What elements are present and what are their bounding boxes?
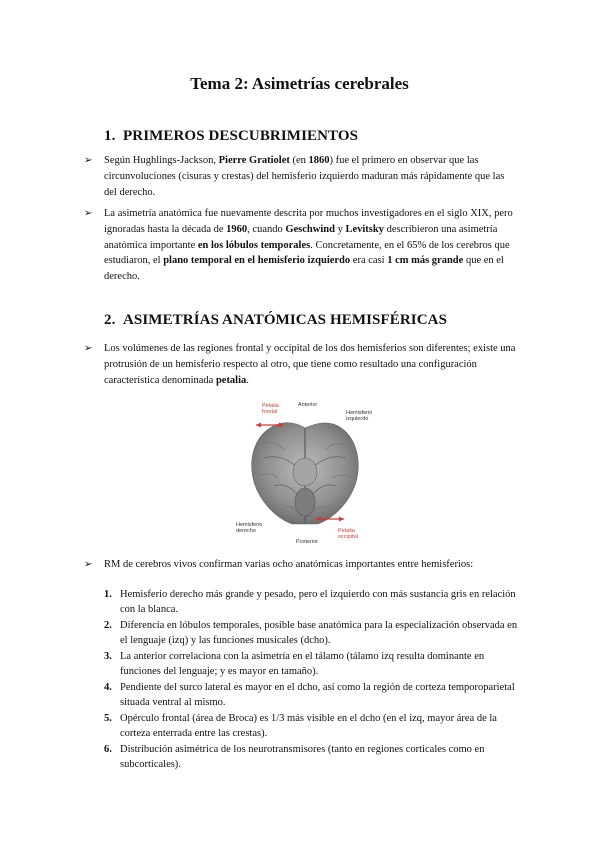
list-item-number: 3. — [104, 650, 112, 662]
list-item-text: Diferencia en lóbulos temporales, posible base anatómica para la especialización observada en el lenguaje (izq) y las funciones musicales (dcho). — [120, 619, 518, 647]
section-2-title: ASIMETRÍAS ANATÓMICAS HEMISFÉRICAS — [123, 312, 448, 328]
text-run: Según Hughlings-Jackson, — [104, 155, 219, 166]
list-item — [104, 587, 518, 617]
bullet-arrow-icon: ➢ — [84, 343, 93, 354]
bold-run: Geschwind — [285, 223, 335, 235]
text-run: . — [246, 374, 249, 386]
text-run: , cuando — [247, 223, 286, 235]
bold-run: 1860 — [308, 155, 330, 166]
brain-petalia-figure — [234, 398, 376, 546]
bullet-text — [104, 341, 516, 388]
text-run: Los volúmenes de las regiones frontal y occipital de los dos hemisferios son diferentes; existe una protrusión de un hemisferio respecto al otro, que tiene como resultado una configuración característica denominada — [104, 343, 516, 386]
section-2-number: 2. — [104, 312, 116, 328]
list-item-number: 2. — [104, 619, 112, 631]
list-item-text: Distribución asimétrica de los neurotransmisores (tanto en regiones corticales como en subcorticales). — [120, 743, 485, 770]
bold-run: en los lóbulos temporales — [197, 239, 311, 251]
label-anterior: Anterior — [298, 402, 318, 408]
bullet-paragraph — [84, 153, 516, 200]
list-item-number: 1. — [104, 589, 112, 600]
bullet-paragraph — [84, 557, 516, 573]
list-item-text: Hemisferio derecho más grande y pesado, pero el izquierdo con más sustancia gris en relación con la blanca. — [120, 589, 516, 616]
bullet-text — [104, 153, 516, 200]
text-run: y — [334, 223, 346, 235]
list-item-number: 4. — [104, 681, 112, 693]
bullet-paragraph — [84, 341, 516, 388]
bold-run: Levitsky — [345, 223, 384, 235]
bold-run: 1 cm más grande — [387, 255, 464, 267]
text-run: La asimetría anatómica fue nuevamente descrita por muchos investigadores en el siglo XIX, pero ignoradas hasta la década de — [104, 208, 513, 235]
list-item — [104, 649, 518, 679]
text-run: . Concretamente, en el 65% de los cerebros que estudiaron, el — [104, 239, 510, 267]
list-item-text: Pendiente del surco lateral es mayor en el dcho, así como la región de corteza temporoparietal situada ventral al mismo. — [120, 681, 515, 708]
list-item-number: 5. — [104, 712, 112, 724]
text-run: ) fue el primero en observar que las circunvoluciones (cisuras y crestas) del hemisferio izquierdo maduran más rápidamente que las del derecho. — [104, 155, 505, 198]
bullet-paragraph — [84, 206, 516, 285]
label-posterior: Posterior — [296, 539, 319, 545]
bold-run: Pierre Gratiolet — [218, 155, 290, 166]
label-hemisferio-izquierdo: Hemisferio izquierdo — [346, 410, 373, 423]
bullet-text — [104, 206, 516, 285]
bold-run: plano temporal en el hemisferio izquierdo — [163, 255, 351, 267]
list-item — [104, 618, 518, 648]
bold-run: petalia — [215, 374, 247, 386]
bullet-text — [104, 557, 516, 573]
text-run: (en — [289, 155, 309, 166]
bullet-arrow-icon: ➢ — [84, 559, 93, 570]
section-2-heading — [104, 312, 447, 329]
list-item-text: La anterior correlaciona con la asimetría en el tálamo (tálamo izq resulta dominante en funciones del lenguaje; y es mayor en tamaño). — [120, 650, 485, 678]
list-item — [104, 680, 518, 710]
text-run: que en el derecho. — [104, 255, 504, 283]
label-petalia-frontal: Petalia frontal — [262, 403, 279, 416]
text-run: RM de cerebros vivos confirman varias ocho anatómicas importantes entre hemisferios: — [104, 559, 474, 570]
frontal-petalia-arrow — [256, 423, 284, 428]
section-1-number: 1. — [104, 128, 116, 144]
brain-illustration — [252, 423, 359, 524]
label-hemisferio-derecho: Hemisferio derecho — [236, 522, 263, 535]
bullet-arrow-icon: ➢ — [84, 208, 93, 219]
numbered-list — [104, 587, 518, 772]
list-item — [104, 742, 518, 772]
bold-run: 1960 — [226, 223, 248, 235]
text-run: era casi — [350, 255, 388, 267]
section-1-heading — [104, 128, 358, 145]
section-1-title: PRIMEROS DESCUBRIMIENTOS — [123, 128, 359, 144]
page-title: Tema 2: Asimetrías cerebrales — [190, 74, 409, 93]
bullet-arrow-icon: ➢ — [84, 155, 93, 166]
label-petalia-occipital: Petalia occipital — [338, 528, 358, 541]
text-run: describieron una asimetría anatómica importante — [104, 223, 498, 251]
list-item-text: Opérculo frontal (área de Broca) es 1/3 más visible en el dcho (en el izq, mayor área de la corteza enterrada entre las crestas). — [120, 712, 497, 739]
list-item-number: 6. — [104, 743, 112, 755]
list-item — [104, 711, 518, 741]
